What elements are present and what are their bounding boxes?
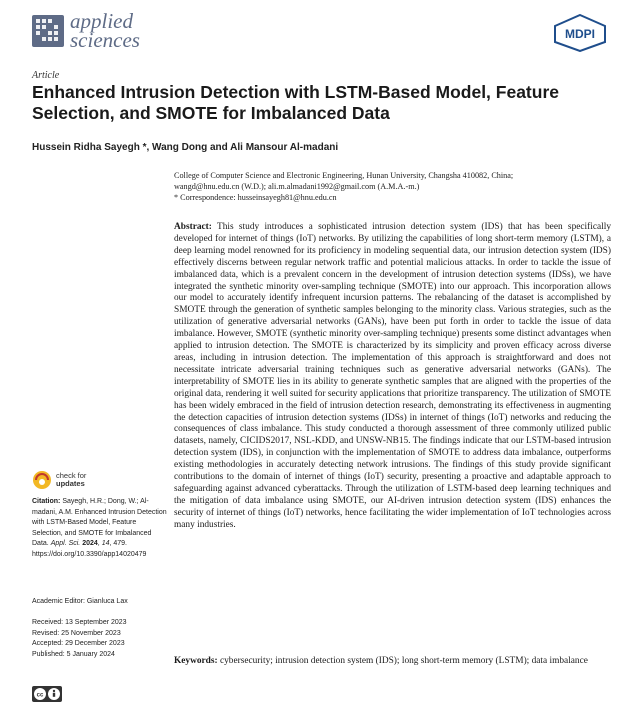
keywords-label: Keywords: [174,656,218,666]
citation-year: 2024 [82,540,98,547]
journal-logo-icon [32,15,64,47]
author-list: Hussein Ridha Sayegh *, Wang Dong and Ali Mansour Al-madani [32,142,339,153]
check-updates-text [56,472,86,488]
affiliation-emails: wangd@hnu.edu.cn (W.D.); ali.m.almadani1992@gmail.com (A.M.A.-m.) [174,182,420,191]
check-for-updates-badge[interactable] [32,470,86,490]
person-icon [53,690,55,692]
citation-text: Sayegh, H.R.; Dong, W.; Al-madani, A.M. Enhanced Intrusion Detection with LSTM-Based Model, Feature Selection, and SMOTE for Imbalanced Data. [32,498,167,547]
check-updates-line1: check for [56,471,87,480]
article-type: Article [32,70,60,81]
keywords-text: cybersecurity; intrusion detection system (IDS); long short-term memory (LSTM); data imbalance [219,656,588,666]
cc-text: cc [36,692,44,699]
publisher-name: MDPI [565,27,595,41]
check-updates-line2: updates [56,479,85,488]
cc-license-badge[interactable] [32,686,62,702]
journal-name-line1: applied [70,9,133,33]
mdpi-logo [553,14,607,52]
keywords [174,655,611,667]
check-updates-icon [32,470,52,490]
citation-doi[interactable]: 479. https://doi.org/10.3390/app14020479 [32,540,147,558]
journal-name [70,9,140,52]
abstract [174,222,611,532]
journal-logo [32,9,140,52]
affiliation-line: College of Computer Science and Electronic Engineering, Hunan University, Changsha 410082, China; [174,171,514,180]
academic-editor: Academic Editor: Gianluca Lax [32,598,128,605]
date-accepted: Accepted: 29 December 2023 [32,640,125,647]
affiliations [174,170,614,203]
publication-dates [32,618,127,660]
citation-block: Citation: Sayegh, H.R.; Dong, W.; Al-madani, A.M. Enhanced Intrusion Detection with LSTM-Based Model, Feature Selection, and SMOTE for Imbalanced Data. Appl. Sci. 2024, 14, 479. https://doi.org/10.3390/app14020479 [32,498,167,558]
journal-name-line2: sciences [70,28,140,52]
date-received: Received: 13 September 2023 [32,619,127,626]
citation-label: Citation: [32,498,61,505]
correspondence: * Correspondence: husseinsayegh81@hnu.edu.cn [174,193,337,202]
date-revised: Revised: 25 November 2023 [32,629,121,637]
abstract-text: This study introduces a sophisticated intrusion detection system (IDS) that has been specifically developed for internet of things (IoT) networks. By utilizing the capabilities of long short-term memory (LSTM), a deep learning model renowned for its proficiency in modeling sequential data, our intrusion detection system (IDS) effectively discerns between regular network traffic and potential malicious attacks. In order to tackle the issue of imbalanced data, which is a prevalent concern in the development of intrusion detection systems (IDSs), we have integrated the synthetic minority over-sampling technique (SMOTE) into our approach. This incorporation allows our model to accurately identify infrequent incursion patterns. The rebalancing of the dataset is accomplished by SMOTE through the generation of synthetic samples belonging to the minority class. Various strategies, such as the utilization of generative adversarial networks (GANs), have been put forth in order to tackle the issue of data imbalance. However, SMOTE (synthetic minority over-sampling technique) presents some distinct advantages when applied to intrusion detection. The SMOTE is characterized by its simplicity and proven efficacy across diverse areas, including in intrusion detection. The implementation of this approach is straightforward and does not necessitate intricate adversarial training techniques such as generative adversarial networks (GANs). The interpretability of SMOTE lies in its ability to generate synthetic samples that are aligned with the properties of the original data, rendering it well suited for security applications that prioritize transparency. The utilization of SMOTE has been widely embraced in the field of intrusion detection research, demonstrating its effectiveness in augmenting the detection capacities of intrusion detection systems (IDSs) in internet of things (IoT) networks and reducing the consequences of class imbalance. This study conducted a thorough assessment of three commonly utilized public datasets, namely, CICIDS2017, NSL-KDD, and UNSW-NB15. The findings indicate that our LSTM-based intrusion detection system (IDS), in conjunction with the implementation of SMOTE to address data imbalance, outperforms existing methodologies in accurately detecting network intrusions. The findings of this study provide significant contributions to the domain of internet of things (IoT) security, presenting a proactive and adaptable approach to safeguarding against advanced cyberattacks. Through the utilization of LSTM-based deep learning techniques and the mitigation of data imbalance using SMOTE, our AI-driven intrusion detection system (IDS) enhances the security of internet of things (IoT) networks, hence facilitating the wider implementation of IoT technologies across many industries. [174,222,611,530]
citation-volume: 14 [101,540,110,547]
abstract-label: Abstract: [174,222,212,232]
date-published: Published: 5 January 2024 [32,650,115,658]
citation-journal: Appl. Sci. [50,540,81,547]
article-title: Enhanced Intrusion Detection with LSTM-Based Model, Feature Selection, and SMOTE for Imbalanced Data [32,82,559,123]
